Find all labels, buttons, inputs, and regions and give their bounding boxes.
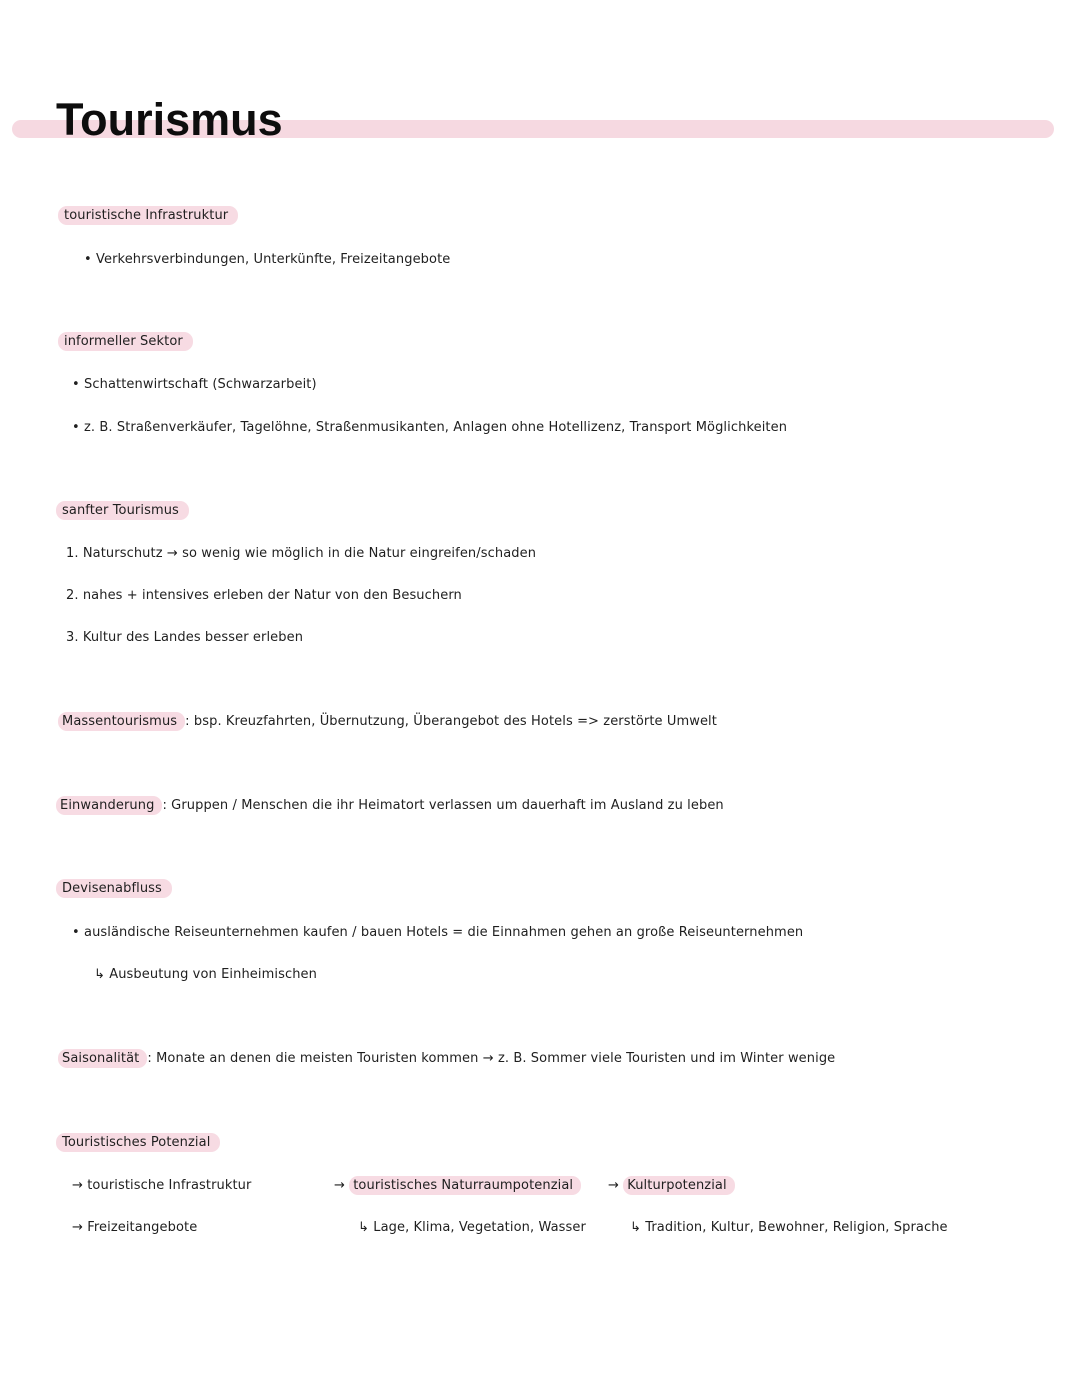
- outflow-sub-1: ↳ Ausbeutung von Einheimischen: [94, 967, 317, 982]
- potential-col2-line1: [334, 1177, 581, 1195]
- heading-outflow: Devisenabfluss: [56, 879, 172, 898]
- heading-infra: touristische Infrastruktur: [58, 206, 238, 225]
- outflow-bullet-1: • ausländische Reiseunternehmen kaufen / bauen Hotels = die Einnahmen gehen an große Reiseunternehmen: [72, 925, 804, 940]
- heading-mass: Massentourismus: [58, 712, 185, 731]
- section-seasonality: [58, 1050, 835, 1068]
- potential-col3-line2: ↳ Tradition, Kultur, Bewohner, Religion, Sprache: [630, 1220, 948, 1235]
- potential-col2-line2: ↳ Lage, Klima, Vegetation, Wasser: [358, 1220, 586, 1235]
- section-mass: [58, 713, 717, 731]
- potential-col3-line1: [608, 1177, 735, 1195]
- section-soft: [56, 502, 189, 520]
- immigration-text: : Gruppen / Menschen die ihr Heimatort verlassen um dauerhaft im Ausland zu leben: [162, 798, 724, 813]
- soft-item-2: 2. nahes + intensives erleben der Natur von den Besuchern: [66, 588, 462, 603]
- heading-potential: Touristisches Potenzial: [56, 1133, 220, 1152]
- heading-seasonality: Saisonalität: [58, 1049, 147, 1068]
- arrow-right-icon: →: [608, 1178, 619, 1193]
- section-infra: [58, 207, 238, 225]
- potential-col2-heading: touristisches Naturraumpotenzial: [349, 1176, 581, 1195]
- potential-col1-line2: → Freizeitangebote: [72, 1220, 198, 1235]
- page-title: Tourismus: [56, 94, 283, 145]
- soft-item-1: 1. Naturschutz → so wenig wie möglich in die Natur eingreifen/schaden: [66, 546, 537, 561]
- informal-bullet-1: • Schattenwirtschaft (Schwarzarbeit): [72, 377, 317, 392]
- informal-bullet-2: • z. B. Straßenverkäufer, Tagelöhne, Straßenmusikanten, Anlagen ohne Hotellizenz, Transport Möglichkeiten: [72, 420, 788, 435]
- section-immigration: [56, 797, 724, 815]
- mass-text: : bsp. Kreuzfahrten, Übernutzung, Überangebot des Hotels => zerstörte Umwelt: [185, 714, 717, 729]
- heading-soft: sanfter Tourismus: [56, 501, 189, 520]
- infra-bullet-1: • Verkehrsverbindungen, Unterkünfte, Freizeitangebote: [84, 252, 451, 267]
- heading-immigration: Einwanderung: [56, 796, 162, 815]
- potential-col1-line1: → touristische Infrastruktur: [72, 1178, 252, 1193]
- section-informal: [58, 333, 193, 351]
- seasonality-text: : Monate an denen die meisten Touristen kommen → z. B. Sommer viele Touristen und im Winter wenige: [147, 1051, 836, 1066]
- potential-col3-heading: Kulturpotenzial: [623, 1176, 734, 1195]
- heading-informal: informeller Sektor: [58, 332, 193, 351]
- arrow-right-icon: →: [334, 1178, 345, 1193]
- section-potential: [56, 1134, 220, 1152]
- soft-item-3: 3. Kultur des Landes besser erleben: [66, 630, 304, 645]
- section-outflow: [56, 880, 172, 898]
